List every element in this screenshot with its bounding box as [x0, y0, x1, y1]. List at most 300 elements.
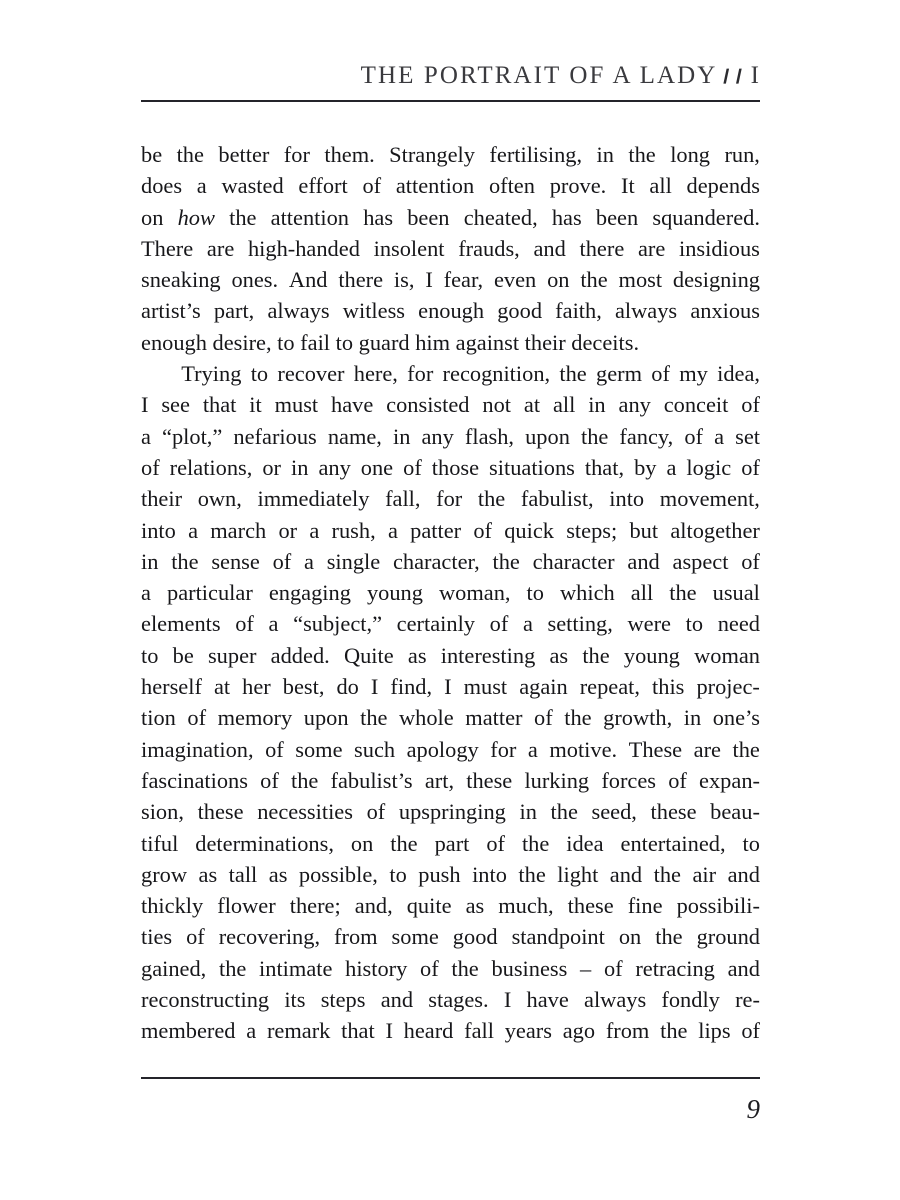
word: one’s [712, 705, 760, 731]
word: at [213, 674, 231, 700]
text-line [141, 921, 760, 952]
text-line [141, 515, 760, 546]
word: a [304, 548, 314, 574]
text-line [141, 859, 760, 890]
running-head-chapter-number: I [750, 62, 761, 89]
word: that, [584, 454, 625, 480]
word: to [389, 861, 407, 887]
word: – [580, 955, 592, 981]
word: most [618, 267, 663, 293]
running-head [141, 60, 761, 92]
word: of [403, 454, 422, 480]
word: that [202, 392, 237, 418]
word: consisted [386, 392, 470, 418]
word: that [341, 1018, 375, 1044]
word: memory [217, 705, 293, 731]
word: the [564, 705, 592, 731]
word: a [196, 173, 207, 199]
word: sense [211, 548, 260, 574]
word: necessities [257, 799, 353, 825]
text-line [141, 671, 760, 702]
word: situations [489, 454, 575, 480]
word: possibili- [676, 893, 760, 919]
word: altogether [670, 517, 760, 543]
header-rule [141, 100, 760, 102]
word: setting, [547, 611, 613, 637]
word: young [623, 642, 680, 668]
word: into [609, 486, 645, 512]
word: seed, [591, 799, 637, 825]
word: beau- [710, 799, 760, 825]
word: and [533, 235, 566, 261]
word: entertained, [620, 830, 726, 856]
text-line [141, 389, 760, 420]
word: artist’s [141, 298, 201, 324]
word: of [420, 955, 439, 981]
word: re- [735, 987, 760, 1013]
word: woman, [438, 580, 511, 606]
line-text: enough desire, to fail to guard him against their deceits. [141, 329, 640, 355]
word: attention [270, 204, 349, 230]
word: good [452, 924, 498, 950]
word: gained, [141, 955, 207, 981]
word: all [552, 392, 576, 418]
word: fabulist, [520, 486, 594, 512]
word: of [534, 705, 553, 731]
word: germ [596, 361, 643, 387]
word: the [171, 548, 199, 574]
word: always [584, 987, 647, 1013]
word: attention [395, 173, 475, 199]
word: Strangely [389, 142, 475, 167]
word: to [141, 642, 159, 668]
word: a [141, 423, 151, 449]
word: idea [566, 830, 604, 856]
word: to [685, 611, 704, 637]
word: the [580, 267, 608, 293]
word: and [727, 955, 760, 981]
word: here, [353, 361, 398, 387]
word: of [362, 173, 382, 199]
word: the [582, 642, 610, 668]
word: movement, [659, 486, 760, 512]
word: as [407, 642, 427, 668]
word: flash, [464, 423, 515, 449]
word: in [683, 705, 702, 731]
text-line [141, 796, 760, 827]
word: sion, [141, 799, 184, 825]
word: lips [698, 1018, 731, 1044]
word: be [141, 142, 163, 167]
word: ties [141, 924, 173, 950]
word: is, [393, 267, 415, 293]
word: determinations, [195, 830, 334, 856]
word: the [660, 1018, 688, 1044]
word: upspringing [398, 799, 506, 825]
word: character [532, 548, 615, 574]
word: on [547, 267, 570, 293]
word: relations, [169, 454, 253, 480]
word: these [466, 767, 513, 793]
word: there [338, 267, 384, 293]
word: do [336, 674, 359, 700]
word: recover [277, 361, 345, 387]
word: a [527, 736, 538, 762]
word: designing [672, 267, 760, 293]
word: must [274, 392, 319, 418]
word: ground [696, 924, 760, 950]
word: of [366, 799, 386, 825]
word: the [218, 955, 247, 981]
word: there; [289, 893, 341, 919]
word: fear, [443, 267, 484, 293]
word: of [741, 1018, 760, 1044]
word: a [246, 1018, 257, 1044]
word: and [627, 548, 660, 574]
word: idea, [717, 361, 760, 387]
word: in [596, 142, 614, 167]
word: in [519, 799, 537, 825]
word: of [141, 454, 160, 480]
word: such [354, 736, 396, 762]
text-line [141, 546, 760, 577]
text-line [141, 452, 760, 483]
word: need [717, 611, 760, 637]
word: insolent [373, 235, 445, 261]
word: fancy, [619, 423, 674, 449]
text-line [141, 1015, 760, 1046]
word: logic [686, 454, 732, 480]
word: their [141, 486, 183, 512]
word: These [628, 736, 683, 762]
running-head-title: THE PORTRAIT OF A LADY [360, 62, 718, 89]
word: a [387, 517, 398, 543]
word: squandered. [652, 204, 760, 230]
word: those [431, 454, 480, 480]
word: from [334, 924, 378, 950]
word: and, [354, 893, 393, 919]
word: wasted [221, 173, 284, 199]
body-text-block [141, 139, 760, 1047]
text-line [141, 327, 760, 358]
word: nefarious [233, 423, 317, 449]
word: reconstructing [141, 987, 270, 1013]
word: one [360, 454, 394, 480]
word: some [295, 736, 343, 762]
word: light [557, 861, 599, 887]
word: name, [327, 423, 382, 449]
word: a [309, 517, 320, 543]
word: push [418, 861, 461, 887]
word: Trying [181, 361, 242, 387]
word: years [504, 1018, 552, 1044]
word: the [628, 142, 656, 167]
word: there [579, 235, 625, 261]
word: intimate [259, 955, 333, 981]
word: always [267, 298, 330, 324]
word: the [550, 799, 578, 825]
word: best, [282, 674, 325, 700]
word [178, 202, 215, 233]
word: of [684, 423, 704, 449]
word: into [472, 861, 507, 887]
word: I [444, 674, 452, 700]
word: again [519, 674, 568, 700]
word: tall [228, 861, 258, 887]
word: elements [141, 611, 221, 637]
word: the [477, 486, 506, 512]
word: heard [403, 1018, 454, 1044]
word: for [407, 361, 434, 387]
word: I [503, 987, 512, 1013]
word: on [350, 830, 374, 856]
word: to [526, 580, 544, 606]
word: does [141, 173, 183, 199]
text-line [141, 640, 760, 671]
emphasised-word: how [177, 204, 215, 230]
word: matter [465, 705, 523, 731]
word: remark [266, 1018, 331, 1044]
word: in [392, 423, 411, 449]
word: standpoint [511, 924, 605, 950]
word: of [265, 736, 284, 762]
word: a [141, 580, 151, 606]
word: ago [562, 1018, 596, 1044]
word: air [692, 861, 717, 887]
word: not [482, 392, 512, 418]
word: march [210, 517, 267, 543]
word: quite [406, 893, 452, 919]
word: the [390, 830, 418, 856]
word: the [653, 861, 681, 887]
word: depends [686, 173, 760, 199]
text-line [141, 295, 760, 326]
word: steps [320, 987, 366, 1013]
text-line [141, 139, 760, 170]
word: or [278, 517, 298, 543]
word: in [588, 392, 606, 418]
word: of [741, 392, 760, 418]
word: even [493, 267, 537, 293]
word: are [206, 235, 235, 261]
word: these [567, 893, 614, 919]
word: of [235, 611, 254, 637]
word: witless [342, 298, 405, 324]
word: the [492, 548, 520, 574]
word: high-handed [247, 235, 360, 261]
word: added. [270, 642, 330, 668]
word: any [318, 454, 351, 480]
text-line [141, 202, 760, 233]
word: them. [324, 142, 375, 167]
word: business [491, 955, 568, 981]
word: and [609, 861, 643, 887]
word: all [649, 173, 672, 199]
word: tion [141, 705, 176, 731]
word: into [141, 517, 176, 543]
word: its [284, 987, 306, 1013]
footer-rule [141, 1077, 760, 1079]
word: as [549, 642, 569, 668]
word: for [283, 142, 310, 167]
word: which [560, 580, 615, 606]
word: of [741, 548, 760, 574]
word: and [727, 861, 760, 887]
word: part [434, 830, 470, 856]
word: particular [167, 580, 253, 606]
word: fascinations [141, 767, 248, 793]
word: in [141, 548, 159, 574]
word: upon [303, 705, 349, 731]
text-line [141, 890, 760, 921]
word: history [345, 955, 408, 981]
word: as [465, 893, 485, 919]
text-line [141, 264, 760, 295]
word: better [218, 142, 270, 167]
word: And [288, 267, 328, 293]
word: much, [498, 893, 554, 919]
page-number: 9 [746, 1094, 760, 1124]
word: this [652, 674, 685, 700]
word: of [651, 361, 670, 387]
word: immediately [257, 486, 370, 512]
word: membered [141, 1018, 236, 1044]
word: been [407, 204, 450, 230]
word: from [605, 1018, 650, 1044]
word: recognition, [442, 361, 551, 387]
word: at [523, 392, 541, 418]
word: any [618, 392, 651, 418]
word: rush, [331, 517, 376, 543]
word: young [366, 580, 423, 606]
word: a [666, 454, 677, 480]
word: effort [298, 173, 348, 199]
word: the [518, 861, 546, 887]
word: have [526, 987, 569, 1013]
word: a [714, 423, 725, 449]
word: super [207, 642, 257, 668]
word: motive. [549, 736, 618, 762]
word: be [172, 642, 194, 668]
text-line [141, 358, 760, 389]
word: a [268, 611, 279, 637]
word: of [272, 548, 292, 574]
word: whole [399, 705, 454, 731]
word: upon [525, 423, 570, 449]
text-line [141, 233, 760, 264]
word: in [291, 454, 309, 480]
word: growth, [603, 705, 673, 731]
ornament-icon: ❙❙ [718, 68, 748, 84]
word: long [670, 142, 710, 167]
word: of [489, 611, 509, 637]
word: for [490, 736, 517, 762]
word: of [260, 767, 279, 793]
word: single [326, 548, 381, 574]
text-line [141, 702, 760, 733]
word: a [188, 517, 199, 543]
word: to [250, 361, 269, 387]
word: but [629, 517, 659, 543]
word: character, [392, 548, 480, 574]
text-line [141, 608, 760, 639]
word: are [693, 736, 721, 762]
word: fertilising, [489, 142, 583, 167]
word: prove. [549, 173, 607, 199]
text-line [141, 421, 760, 452]
word: Quite [343, 642, 394, 668]
word: ones. [231, 267, 279, 293]
word: were [627, 611, 671, 637]
word: the [360, 705, 388, 731]
word: stages. [428, 987, 489, 1013]
word: as [268, 861, 288, 887]
word: enough [418, 298, 485, 324]
word: grow [141, 861, 188, 887]
word: flower [217, 893, 276, 919]
word: steps; [566, 517, 618, 543]
text-line [141, 828, 760, 859]
word: engaging [268, 580, 351, 606]
word: possible, [298, 861, 378, 887]
word: a [522, 611, 533, 637]
word: or [262, 454, 282, 480]
word: the [229, 204, 257, 230]
word: as [198, 861, 218, 887]
word: are [637, 235, 666, 261]
word: find, [390, 674, 433, 700]
word: to [742, 830, 760, 856]
word: on [618, 924, 642, 950]
word: of [186, 924, 205, 950]
word: all [630, 580, 654, 606]
word: certainly [396, 611, 475, 637]
word: cheated, [463, 204, 538, 230]
word: often [488, 173, 535, 199]
word: retracing [635, 955, 715, 981]
word: I [385, 1018, 393, 1044]
word: see [161, 392, 190, 418]
word: by [634, 454, 657, 480]
word: the [655, 924, 683, 950]
text-line [141, 734, 760, 765]
word: my [679, 361, 708, 387]
word: fall [464, 1018, 494, 1044]
word: expan- [699, 767, 760, 793]
word: the [580, 423, 609, 449]
word: set [735, 423, 760, 449]
word: aspect [672, 548, 729, 574]
word: forces [601, 767, 657, 793]
word: There [141, 235, 194, 261]
word: some [391, 924, 439, 950]
word: apology [406, 736, 479, 762]
text-line [141, 984, 760, 1015]
word: of [741, 454, 760, 480]
word: it [249, 392, 262, 418]
word: faith, [555, 298, 602, 324]
word: of [668, 767, 687, 793]
word: usual [712, 580, 760, 606]
word: on [141, 204, 164, 230]
word: for [436, 486, 463, 512]
word: been [595, 204, 639, 230]
word: “subject,” [293, 611, 383, 637]
word: fondly [661, 987, 720, 1013]
word: projec- [696, 674, 760, 700]
word: run, [724, 142, 760, 167]
word: the [176, 142, 204, 167]
